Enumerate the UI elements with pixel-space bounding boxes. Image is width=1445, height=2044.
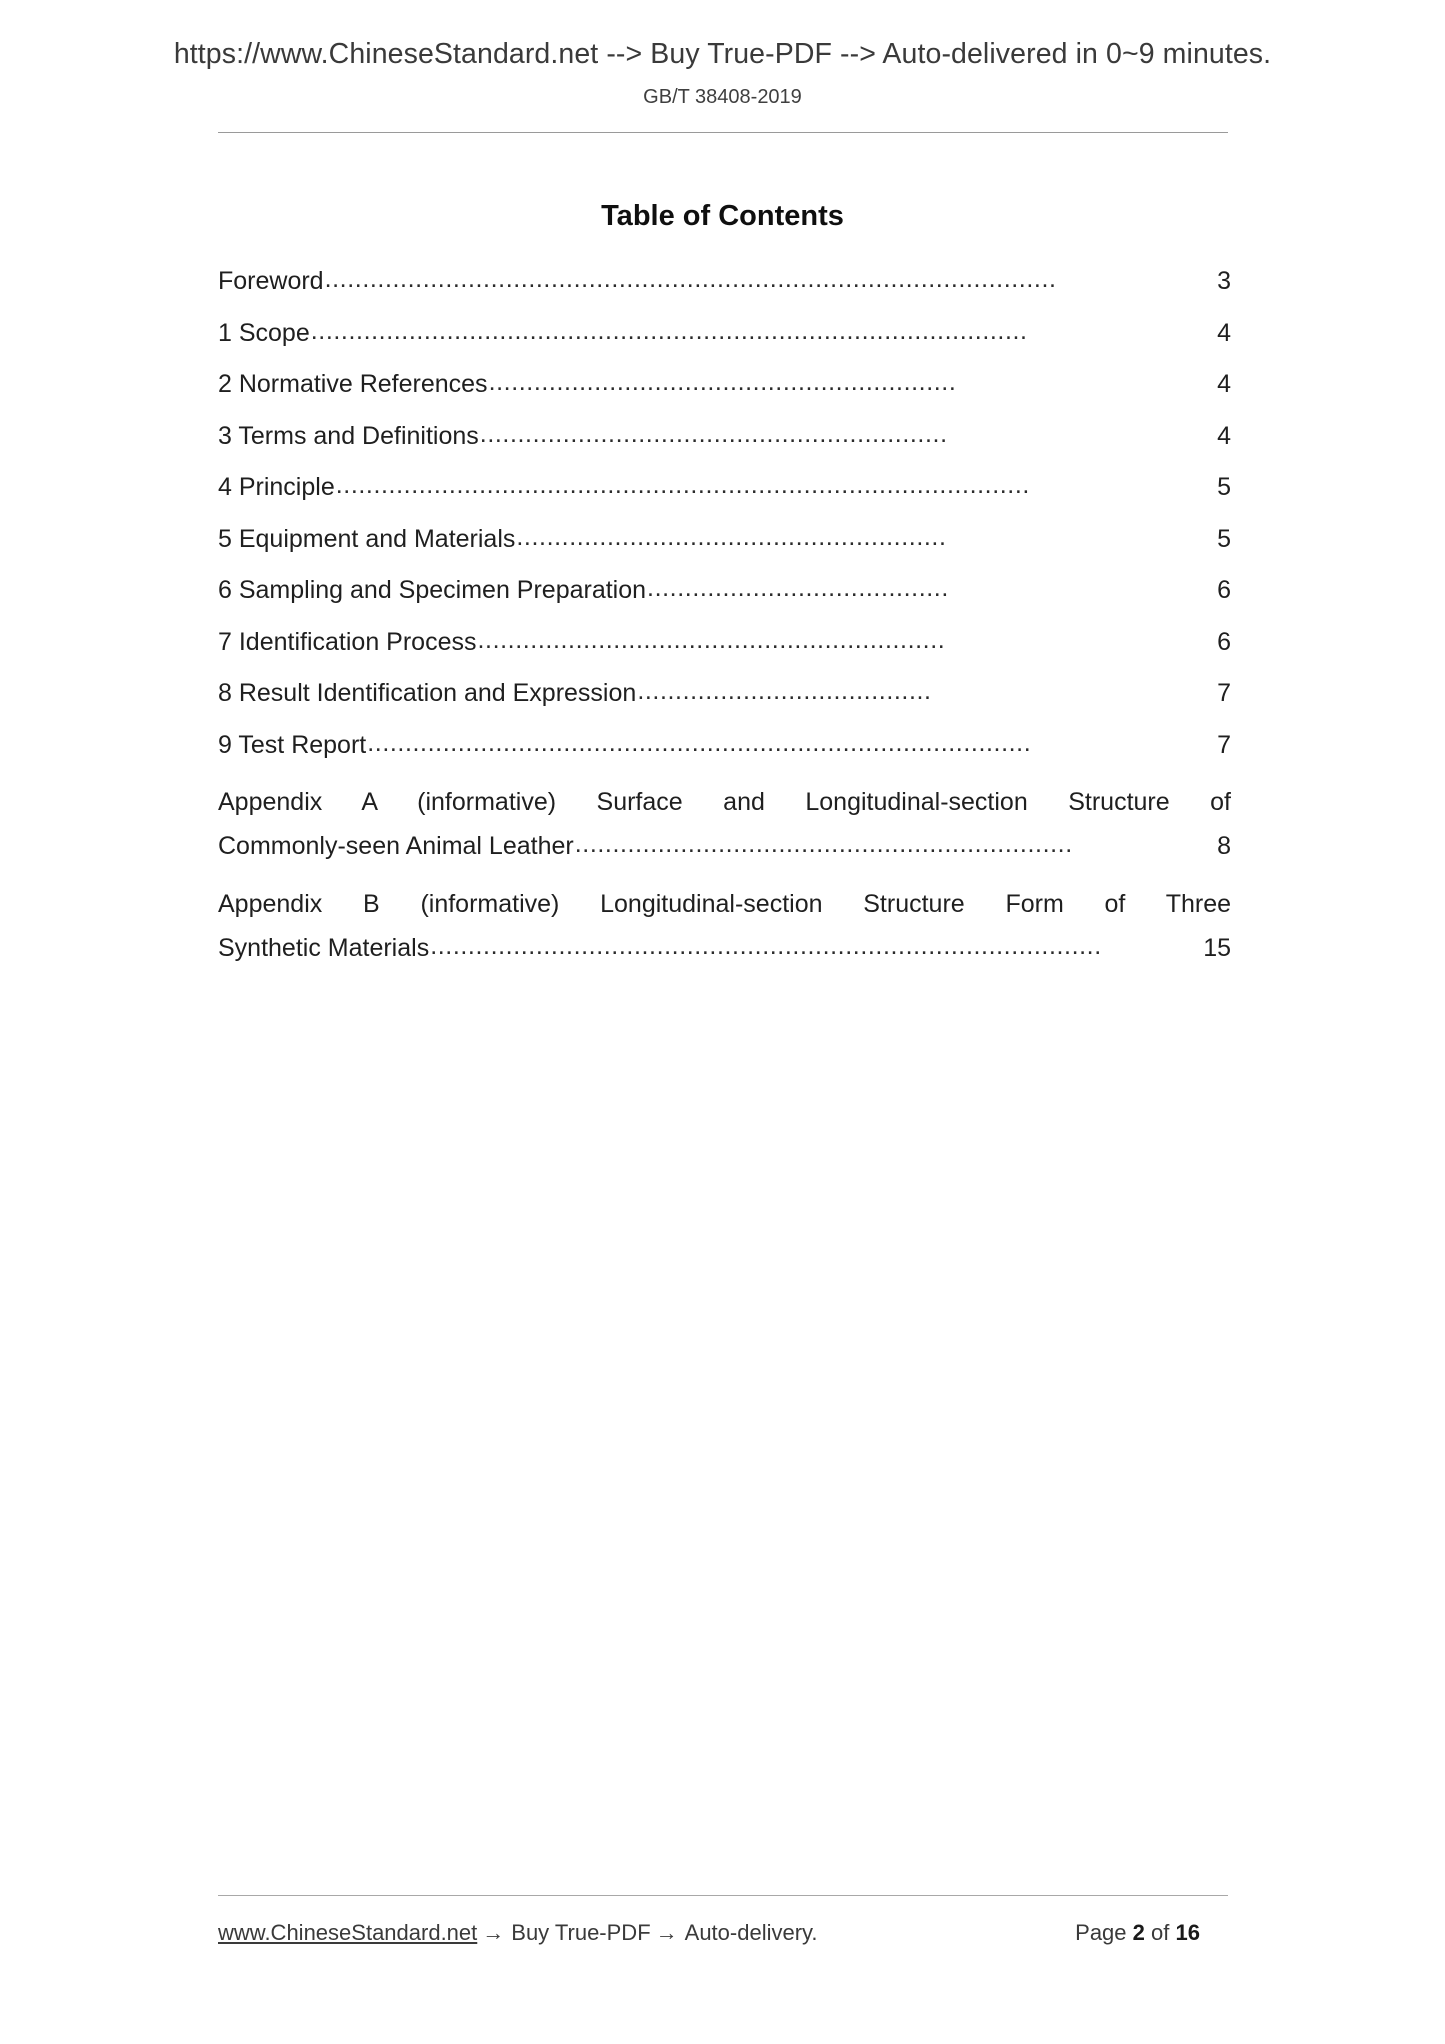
toc-entry-page: 7 — [1217, 730, 1231, 759]
page-word: Page — [1075, 1920, 1127, 1945]
toc-entry-label: 5 Equipment and Materials — [218, 524, 516, 553]
toc-entry-label-line2: Synthetic Materials — [218, 933, 430, 962]
total-pages: 16 — [1175, 1920, 1200, 1945]
footer-site-link[interactable]: www.ChineseStandard.net — [218, 1920, 478, 1945]
toc-entry-sampling-and-specimen-preparation[interactable] — [218, 574, 1231, 606]
toc-entry-appendix-b[interactable] — [218, 882, 1231, 964]
toc-entry-page: 15 — [1203, 933, 1231, 962]
toc-entry-equipment-and-materials[interactable] — [218, 523, 1231, 555]
toc-entry-normative-references[interactable] — [218, 368, 1231, 400]
toc-entry-label-line1: Appendix B (informative) Longitudinal-section Structure Form of Three — [218, 889, 1231, 918]
header-promo-banner: https://www.ChineseStandard.net --> Buy True-PDF --> Auto-delivered in 0~9 minutes. — [173, 38, 1272, 70]
toc-leader-dots: .............................................................. — [488, 368, 957, 396]
toc-entry-label: 1 Scope — [218, 318, 310, 347]
toc-leader-dots: .............................................................. — [479, 419, 948, 448]
toc-entry-result-identification-and-expression[interactable] — [218, 677, 1231, 709]
toc-entry-page: 5 — [1217, 524, 1231, 553]
toc-entry-label-line1: Appendix A (informative) Surface and Longitudinal-section Structure of — [218, 788, 1231, 816]
toc-entry-page: 4 — [1217, 370, 1231, 398]
page-footer — [218, 1920, 1228, 1946]
of-word: of — [1151, 1920, 1170, 1945]
toc-entry-page: 6 — [1217, 627, 1231, 656]
toc-entry-page: 4 — [1217, 318, 1231, 347]
toc-entry-foreword[interactable] — [218, 265, 1231, 297]
toc-entry-label: 4 Principle — [218, 473, 335, 501]
toc-leader-dots: ................................................................................................. — [324, 265, 1057, 293]
arrow-right-icon: → — [482, 1920, 505, 1945]
header-divider — [218, 132, 1228, 133]
toc-leader-dots: ......................................................... — [516, 522, 947, 551]
toc-leader-dots: ......................................................................................... — [430, 931, 1102, 960]
toc-entry-terms-and-definitions[interactable] — [218, 420, 1231, 452]
toc-leader-dots: ............................................................................................ — [335, 471, 1030, 499]
toc-entry-label: 8 Result Identification and Expression — [218, 679, 637, 707]
toc-entry-page: 3 — [1217, 267, 1231, 295]
page-title: Table of Contents — [601, 200, 844, 232]
arrow-right-icon-2: → — [655, 1920, 678, 1945]
footer-buy-text: Buy True-PDF — [511, 1920, 651, 1945]
toc-entry-page: 7 — [1217, 679, 1231, 707]
toc-entry-identification-process[interactable] — [218, 626, 1231, 658]
toc-entry-scope[interactable] — [218, 317, 1231, 349]
toc-entry-label: 7 Identification Process — [218, 627, 477, 656]
toc-entry-page: 8 — [1217, 832, 1231, 860]
toc-leader-dots: ....................................... — [637, 677, 932, 705]
header-standard-code: GB/T 38408-2019 — [643, 86, 802, 108]
toc-leader-dots: ........................................................................................ — [367, 728, 1032, 757]
toc-entry-page: 4 — [1217, 421, 1231, 450]
toc-entry-label: 2 Normative References — [218, 370, 488, 398]
toc-entry-page: 5 — [1217, 473, 1231, 501]
toc-entry-label: 3 Terms and Definitions — [218, 421, 479, 450]
page-number: 2 — [1132, 1920, 1145, 1945]
toc-entry-label: 9 Test Report — [218, 730, 367, 759]
toc-entry-label: 6 Sampling and Specimen Preparation — [218, 576, 647, 604]
toc-entry-page: 6 — [1217, 576, 1231, 604]
toc-entry-label: Foreword — [218, 267, 324, 295]
table-of-contents — [218, 265, 1231, 983]
toc-leader-dots: ............................................................................................... — [310, 316, 1028, 345]
footer-divider — [218, 1895, 1228, 1896]
footer-delivery-text: Auto-delivery. — [684, 1920, 818, 1945]
toc-leader-dots: ........................................ — [647, 574, 949, 602]
toc-entry-test-report[interactable] — [218, 729, 1231, 761]
toc-entry-label-line2: Commonly-seen Animal Leather — [218, 832, 574, 860]
toc-leader-dots: .................................................................. — [574, 830, 1073, 858]
toc-leader-dots: .............................................................. — [477, 625, 946, 654]
page-indicator — [1075, 1920, 1228, 1946]
toc-entry-appendix-a[interactable] — [218, 780, 1231, 862]
toc-entry-principle[interactable] — [218, 471, 1231, 503]
